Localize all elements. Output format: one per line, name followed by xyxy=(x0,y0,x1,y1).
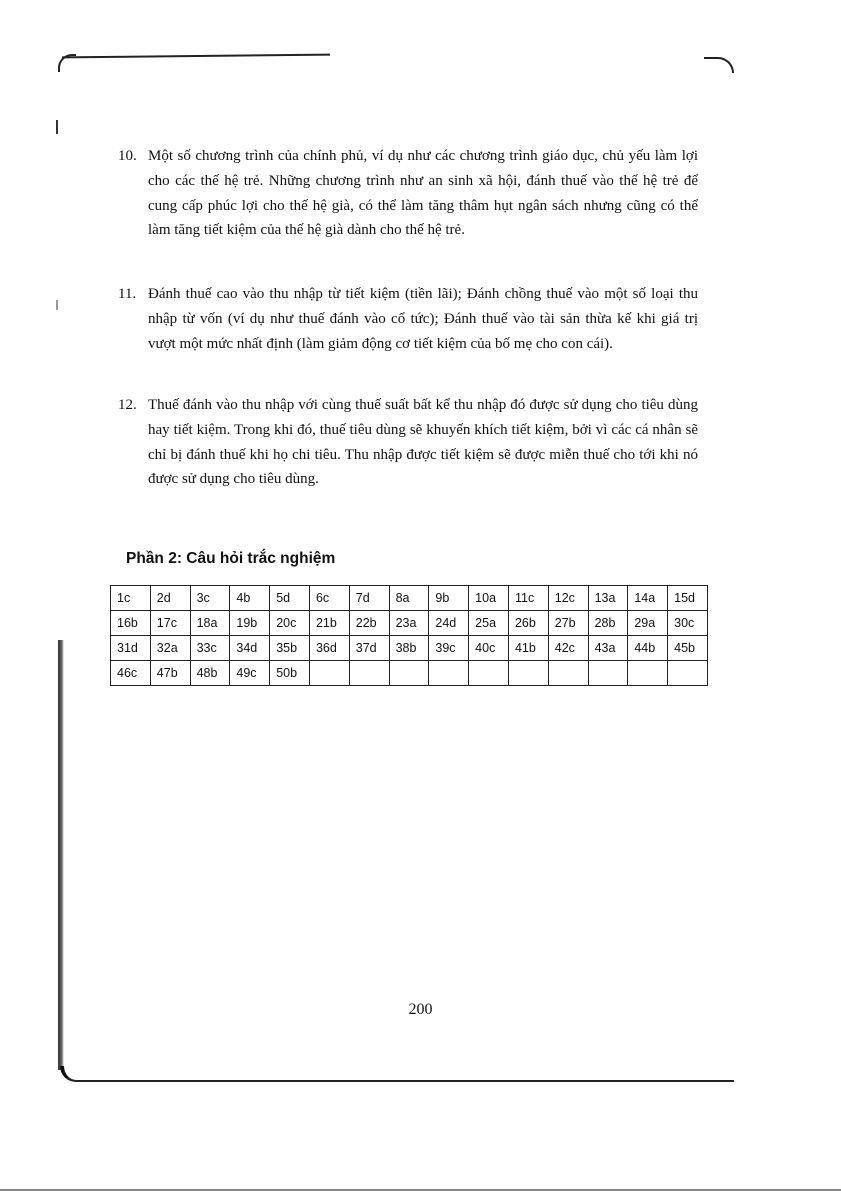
answer-cell: 17c xyxy=(150,611,190,636)
answer-cell: 27b xyxy=(548,611,588,636)
answer-cell xyxy=(548,661,588,686)
item-text: Thuế đánh vào thu nhập với cùng thuế suất bất kể thu nhập đó được sử dụng cho tiêu dùng hay tiết kiệm. Trong khi đó, thuế tiêu dùng sẽ khuyến khích tiết kiệm, bởi vì các cá nhân sẽ chỉ bị đánh thuế khi họ chi tiêu. Thu nhập được tiết kiệm sẽ được miễn thuế cho tới khi nó được sử dụng cho tiêu dùng. xyxy=(148,397,698,488)
table-row xyxy=(111,636,708,661)
answer-cell: 47b xyxy=(150,661,190,686)
answer-cell: 11c xyxy=(508,586,548,611)
answer-cell: 35b xyxy=(270,636,310,661)
answer-cell: 30c xyxy=(668,611,708,636)
answer-cell: 34d xyxy=(230,636,270,661)
answer-cell: 5d xyxy=(270,586,310,611)
answer-cell: 6c xyxy=(309,586,349,611)
answer-cell: 44b xyxy=(628,636,668,661)
section-title: Phần 2: Câu hỏi trắc nghiệm xyxy=(126,550,336,567)
answer-cell: 1c xyxy=(111,586,151,611)
answer-item-12 xyxy=(118,393,698,492)
answer-cell: 38b xyxy=(389,636,429,661)
answer-cell: 28b xyxy=(588,611,628,636)
answer-cell xyxy=(429,661,469,686)
answer-cell: 37d xyxy=(349,636,389,661)
answer-cell: 33c xyxy=(190,636,230,661)
answer-cell: 43a xyxy=(588,636,628,661)
answer-cell: 36d xyxy=(309,636,349,661)
answer-cell: 9b xyxy=(429,586,469,611)
answer-cell xyxy=(389,661,429,686)
answer-cell: 18a xyxy=(190,611,230,636)
answer-cell: 10a xyxy=(469,586,509,611)
answer-cell xyxy=(628,661,668,686)
answer-cell: 32a xyxy=(150,636,190,661)
table-row xyxy=(111,661,708,686)
answer-cell: 14a xyxy=(628,586,668,611)
answer-cell: 13a xyxy=(588,586,628,611)
answer-cell: 29a xyxy=(628,611,668,636)
answer-cell: 25a xyxy=(469,611,509,636)
answer-cell: 48b xyxy=(190,661,230,686)
answer-cell xyxy=(668,661,708,686)
answer-cell: 45b xyxy=(668,636,708,661)
answer-cell: 50b xyxy=(270,661,310,686)
answer-cell: 2d xyxy=(150,586,190,611)
answer-key-table xyxy=(110,585,708,686)
item-number: 10. xyxy=(118,148,137,164)
answer-cell: 26b xyxy=(508,611,548,636)
answer-cell: 21b xyxy=(309,611,349,636)
scan-artifact-top-line xyxy=(62,54,330,58)
table-row xyxy=(111,586,708,611)
scan-artifact-mark xyxy=(56,300,58,310)
answer-cell: 40c xyxy=(469,636,509,661)
answer-cell: 4b xyxy=(230,586,270,611)
answer-cell: 3c xyxy=(190,586,230,611)
answer-cell xyxy=(349,661,389,686)
scan-artifact-bottom-line xyxy=(60,1066,734,1082)
answer-cell: 22b xyxy=(349,611,389,636)
answer-cell: 31d xyxy=(111,636,151,661)
scan-artifact-mark xyxy=(56,120,58,134)
item-number: 12. xyxy=(118,397,137,413)
page-number: 200 xyxy=(408,1001,433,1018)
answer-cell: 20c xyxy=(270,611,310,636)
answer-cell: 24d xyxy=(429,611,469,636)
scan-artifact-corner-right xyxy=(704,57,734,73)
answer-cell xyxy=(469,661,509,686)
answer-cell: 8a xyxy=(389,586,429,611)
answer-cell: 16b xyxy=(111,611,151,636)
answer-cell: 42c xyxy=(548,636,588,661)
answer-cell: 39c xyxy=(429,636,469,661)
item-text: Một số chương trình của chính phủ, ví dụ như các chương trình giáo dục, chủ yếu làm lợi cho các thế hệ trẻ. Những chương trình như an sinh xã hội, đánh thuế vào thế hệ trẻ để cung cấp phúc lợi cho thế hệ già, có thể làm tăng thâm hụt ngân sách nhưng cũng có thể làm tăng tiết kiệm của thế hệ già dành cho thế hệ trẻ. xyxy=(148,148,698,239)
answer-item-11 xyxy=(118,282,698,356)
table-row xyxy=(111,611,708,636)
answer-cell: 41b xyxy=(508,636,548,661)
answer-cell: 15d xyxy=(668,586,708,611)
answer-item-10 xyxy=(118,144,698,243)
item-number: 11. xyxy=(118,286,137,302)
answer-cell: 19b xyxy=(230,611,270,636)
item-text: Đánh thuế cao vào thu nhập từ tiết kiệm (tiền lãi); Đánh chồng thuế vào một số loại thu nhập từ vốn (ví dụ như thuế đánh vào cổ tức); Đánh thuế vào tài sản thừa kế khi giá trị vượt một mức nhất định (làm giảm động cơ tiết kiệm của bố mẹ cho con cái). xyxy=(148,286,698,352)
answer-cell xyxy=(588,661,628,686)
answer-cell xyxy=(508,661,548,686)
answer-cell xyxy=(309,661,349,686)
answer-cell: 23a xyxy=(389,611,429,636)
answer-cell: 7d xyxy=(349,586,389,611)
answer-cell: 12c xyxy=(548,586,588,611)
answer-cell: 49c xyxy=(230,661,270,686)
answer-cell: 46c xyxy=(111,661,151,686)
